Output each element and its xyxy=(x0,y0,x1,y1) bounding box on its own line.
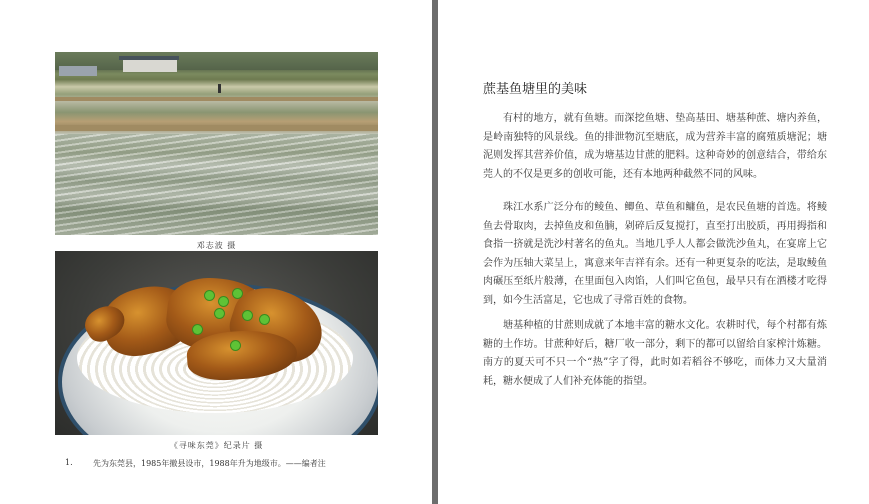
right-page xyxy=(438,0,869,504)
photo-scallion xyxy=(205,291,214,300)
photo-levee xyxy=(55,125,378,131)
photo-shed xyxy=(59,66,97,76)
photo-scallion xyxy=(231,341,240,350)
rice-field-photo xyxy=(55,52,378,235)
photo-scallion xyxy=(215,309,224,318)
photo-scallion xyxy=(219,297,228,306)
footnote-number: 1. xyxy=(65,458,73,467)
body-paragraph: 有村的地方，就有鱼塘。而深挖鱼塘、垫高基田、塘基种蔗、塘内养鱼，是岭南独特的风景线。鱼的排泄物沉至塘底，成为营养丰富的腐殖质塘泥；塘泥则发挥其营养价值，成为塘基边甘蔗的肥料。这种奇妙的创意结合，带给东莞人的不仅是更多的创收可能，还有本地两种截然不同的风味。 xyxy=(483,113,827,180)
photo-levee xyxy=(55,97,378,101)
photo-scallion xyxy=(233,289,242,298)
photo-building xyxy=(123,58,177,72)
photo-treeline xyxy=(55,52,378,70)
body-paragraph: 塘基种植的甘蔗则成就了本地丰富的糖水文化。农耕时代，每个村都有炼糖的土作坊。甘蔗种好后，糖厂收一部分，剩下的都可以留给自家榨汁炼糖。南方的夏天可不只一个“热”字了得，此时如若稻谷不够吃，而体力又大量消耗，糖水便成了人们补充体能的指望。 xyxy=(483,320,827,387)
photo1-caption: 邓志波 摄 xyxy=(196,241,237,250)
footnote-text: 先为东莞县，1985年撤县设市，1988年升为地级市。——编者注 xyxy=(93,459,326,468)
photo-scallion xyxy=(260,315,269,324)
photo-farmer xyxy=(218,84,221,93)
left-page xyxy=(0,0,432,504)
photo2-caption: 《寻味东莞》纪录片 摄 xyxy=(169,441,264,450)
roast-goose-noodle-photo xyxy=(55,251,378,435)
section-title: 蔗基鱼塘里的美味 xyxy=(483,82,588,97)
photo-scallion xyxy=(193,325,202,334)
photo-rice-rows xyxy=(55,134,378,235)
body-paragraph: 珠江水系广泛分布的鲮鱼、鲫鱼、草鱼和鳙鱼，是农民鱼塘的首选。将鲮鱼去骨取肉，去掉鱼皮和鱼腩，剁碎后反复搅打，直至打出胶质，再用拇指和食指一挤就是洗沙村著名的鱼丸。当地几乎人人都会做洗沙鱼丸，在宴席上它会作为压轴大菜呈上，寓意来年吉祥有余。还有一种更复杂的吃法，是取鲮鱼肉碾压至纸片般薄，在里面包入肉馅，人们叫它鱼包，最早只有在酒楼才吃得到，如今生活富足，它也成了寻常百姓的食物。 xyxy=(483,202,827,306)
photo-building-roof xyxy=(119,56,179,60)
photo-scallion xyxy=(243,311,252,320)
